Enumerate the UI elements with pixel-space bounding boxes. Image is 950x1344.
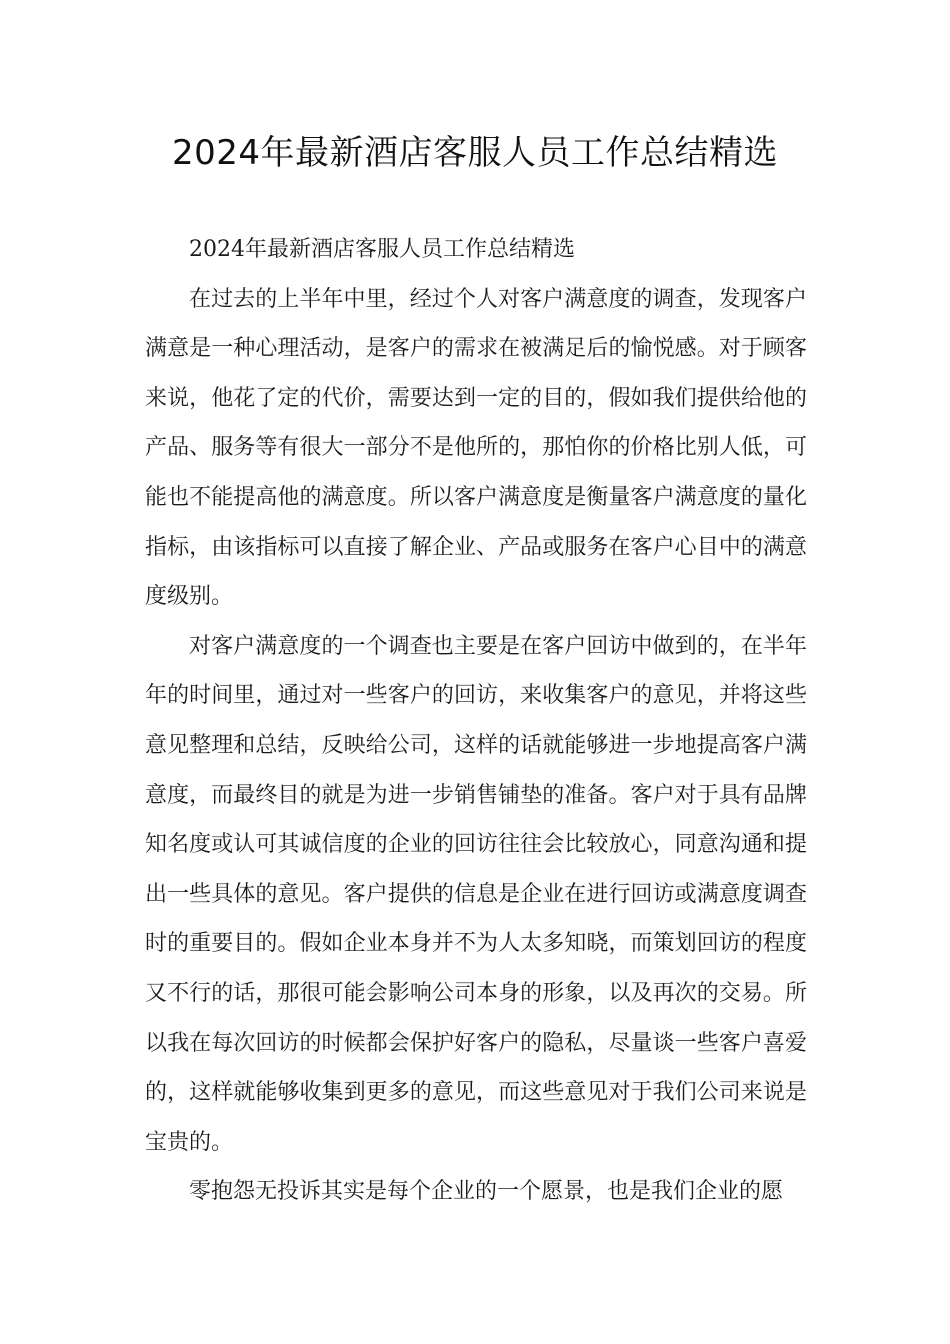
- document-body: [145, 225, 807, 1217]
- paragraph-zero-complaint: 零抱怨无投诉其实是每个企业的一个愿景，也是我们企业的愿: [189, 1179, 784, 1205]
- paragraph-customer-revisit: 对客户满意度的一个调查也主要是在客户回访中做到的，在半年年的时间里，通过对一些客户的回访，来收集客户的意见，并将这些意见整理和总结，反映给公司，这样的话就能够进一步地提高客户满意度，而最终目的就是为进一步销售铺垫的准备。客户对于具有品牌知名度或认可其诚信度的企业的回访往往会比较放心，同意沟通和提出一些具体的意见。客户提供的信息是企业在进行回访或满意度调查时的重要目的。假如企业本身并不为人太多知晓，而策划回访的程度又不行的话，那很可能会影响公司本身的形象，以及再次的交易。所以我在每次回访的时候都会保护好客户的隐私，尽量谈一些客户喜爱的，这样就能够收集到更多的意见，而这些意见对于我们公司来说是宝贵的。: [145, 633, 807, 1155]
- document-title: 2024年最新酒店客服人员工作总结精选: [171, 133, 779, 173]
- paragraph-satisfaction-survey: 在过去的上半年中里，经过个人对客户满意度的调查，发现客户满意是一种心理活动，是客户的需求在被满足后的愉悦感。对于顾客来说，他花了定的代价，需要达到一定的目的，假如我们提供给他的产品、服务等有很大一部分不是他所的，那怕你的价格比别人低，可能也不能提高他的满意度。所以客户满意度是衡量客户满意度的量化指标，由该指标可以直接了解企业、产品或服务在客户心目中的满意度级别。: [145, 286, 807, 610]
- paragraph-subtitle: 2024年最新酒店客服人员工作总结精选: [189, 237, 575, 262]
